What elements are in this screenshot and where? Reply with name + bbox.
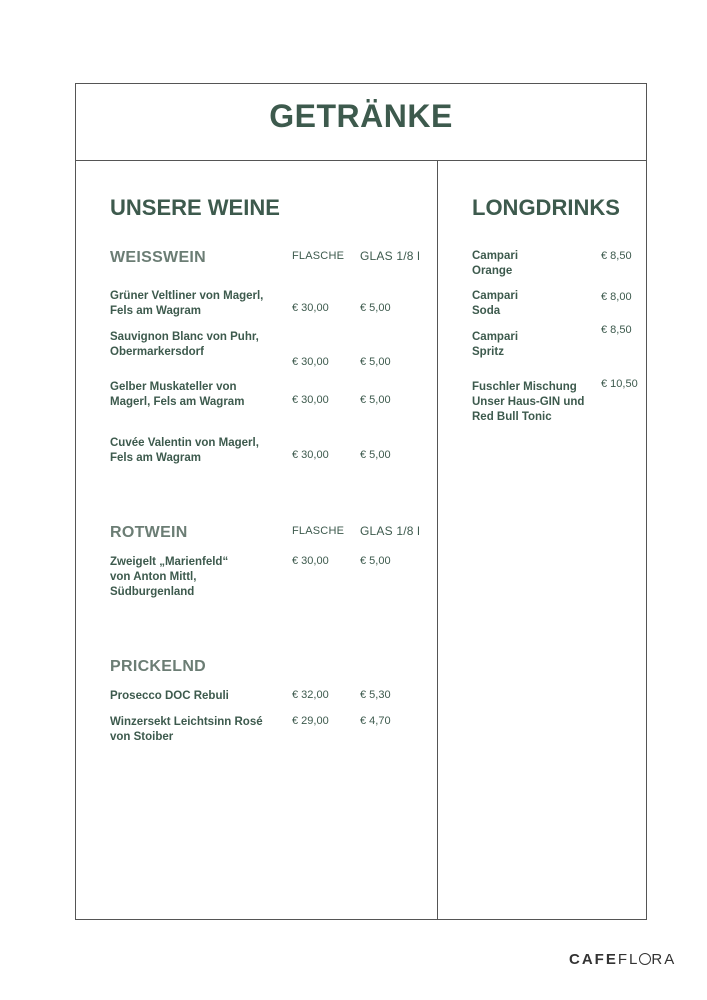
price-bottle: € 30,00 <box>292 356 329 368</box>
price-longdrink: € 10,50 <box>601 378 638 390</box>
item-line: Unser Haus-GIN und <box>472 396 585 408</box>
logo-part-ra: RA <box>651 951 677 968</box>
cafe-flora-logo <box>569 951 676 968</box>
logo-part-fl: FL <box>617 951 640 968</box>
item-line: Magerl, Fels am Wagram <box>110 396 245 408</box>
weisswein-col-glass: GLAS 1/8 l <box>360 249 421 263</box>
price-bottle: € 30,00 <box>292 394 329 406</box>
price-bottle: € 30,00 <box>292 555 329 567</box>
item-line: Grüner Veltliner von Magerl, <box>110 290 264 302</box>
header-row <box>76 84 646 161</box>
price-longdrink: € 8,50 <box>601 324 632 336</box>
price-bottle: € 29,00 <box>292 715 329 727</box>
prickelnd-heading: PRICKELND <box>110 658 207 675</box>
list-item <box>472 330 518 360</box>
page-title: GETRÄNKE <box>269 98 453 134</box>
list-item <box>110 555 228 600</box>
item-line: Südburgenland <box>110 586 195 598</box>
leaf-icon <box>639 953 651 965</box>
price-bottle: € 32,00 <box>292 689 329 701</box>
column-divider <box>437 161 438 919</box>
price-longdrink: € 8,00 <box>601 291 632 303</box>
logo-part-cafe: CAFE <box>569 951 618 968</box>
item-line: Red Bull Tonic <box>472 411 552 423</box>
list-item <box>110 715 263 745</box>
rotwein-col-glass: GLAS 1/8 l <box>360 524 421 538</box>
list-item <box>472 380 584 425</box>
price-glass: € 4,70 <box>360 715 391 727</box>
item-line: Zweigelt „Marienfeld“ <box>110 556 229 568</box>
item-line: von Stoiber <box>110 731 174 743</box>
price-glass: € 5,00 <box>360 555 391 567</box>
item-line: Orange <box>472 265 513 277</box>
item-line: Obermarkersdorf <box>110 346 204 358</box>
item-line: Fuschler Mischung <box>472 381 577 393</box>
rotwein-col-bottle: FLASCHE <box>292 525 345 537</box>
item-line: von Anton Mittl, <box>110 571 197 583</box>
item-line: Sauvignon Blanc von Puhr, <box>110 331 259 343</box>
rotwein-heading: ROTWEIN <box>110 524 188 541</box>
list-item <box>110 330 259 360</box>
price-glass: € 5,00 <box>360 302 391 314</box>
price-bottle: € 30,00 <box>292 449 329 461</box>
list-item <box>110 289 263 319</box>
list-item <box>110 436 259 466</box>
price-glass: € 5,00 <box>360 394 391 406</box>
item-line: Campari <box>472 331 519 343</box>
item-line: Prosecco DOC Rebuli <box>110 690 229 702</box>
wines-title: UNSERE WEINE <box>110 195 280 220</box>
weisswein-col-bottle: FLASCHE <box>292 250 345 262</box>
item-line: Soda <box>472 305 501 317</box>
weisswein-heading: WEISSWEIN <box>110 249 207 266</box>
list-item <box>110 689 229 704</box>
item-line: Campari <box>472 290 519 302</box>
item-line: Spritz <box>472 346 504 358</box>
list-item <box>472 289 518 319</box>
item-line: Fels am Wagram <box>110 305 201 317</box>
price-glass: € 5,30 <box>360 689 391 701</box>
item-line: Cuvée Valentin von Magerl, <box>110 437 259 449</box>
item-line: Gelber Muskateller von <box>110 381 237 393</box>
longdrinks-title: LONGDRINKS <box>472 195 620 220</box>
item-line: Winzersekt Leichtsinn Rosé <box>110 716 263 728</box>
price-longdrink: € 8,50 <box>601 250 632 262</box>
list-item <box>472 249 518 279</box>
item-line: Campari <box>472 250 519 262</box>
price-glass: € 5,00 <box>360 449 391 461</box>
list-item <box>110 380 244 410</box>
item-line: Fels am Wagram <box>110 452 201 464</box>
price-glass: € 5,00 <box>360 356 391 368</box>
price-bottle: € 30,00 <box>292 302 329 314</box>
